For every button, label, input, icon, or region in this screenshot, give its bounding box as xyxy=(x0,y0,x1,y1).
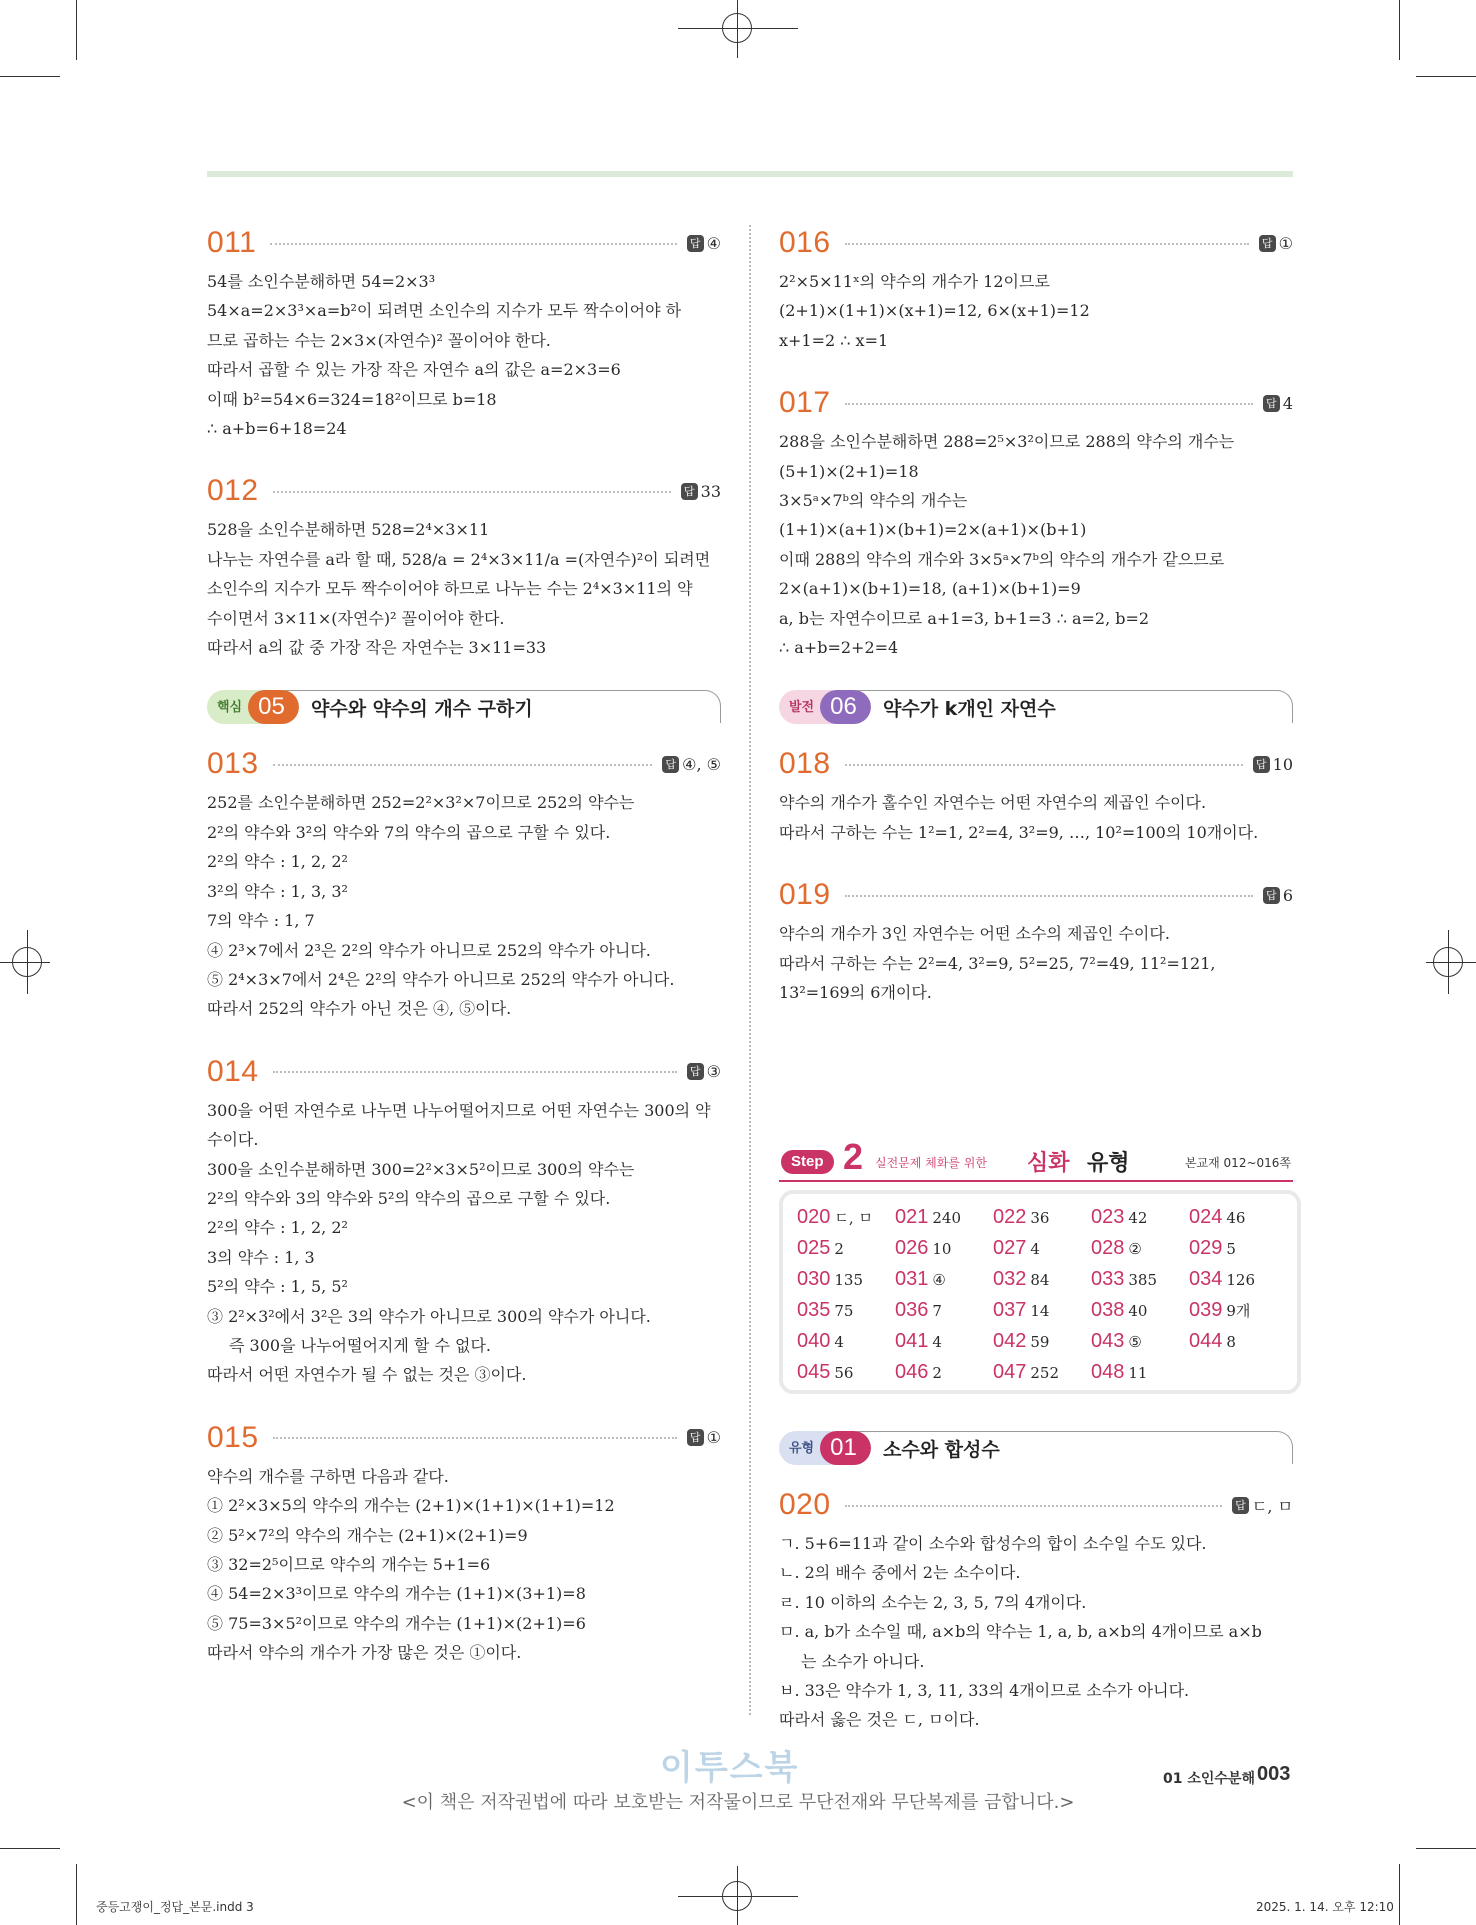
registration-mark xyxy=(722,13,752,43)
answer-grid-number: 046 xyxy=(895,1361,929,1383)
crop-mark xyxy=(0,1848,60,1849)
solution-line: 는 소수가 아니다. xyxy=(801,1651,925,1671)
answer-grid-cell xyxy=(993,1235,1091,1262)
answer-grid-value: 135 xyxy=(834,1271,864,1289)
answer-grid-number: 029 xyxy=(1189,1237,1223,1259)
step-label: Step xyxy=(781,1150,834,1174)
answer-grid-number: 044 xyxy=(1189,1330,1223,1352)
solution-line: 약수의 개수가 3인 자연수는 어떤 소수의 제곱인 수이다. xyxy=(779,924,1170,944)
answer-grid-cell xyxy=(993,1359,1091,1386)
type-header-01 xyxy=(779,1429,1293,1467)
answer-grid-number: 021 xyxy=(895,1206,929,1228)
solution-line: 소인수의 지수가 모두 짝수이어야 하므로 나누는 수는 2⁴×3×11의 약 xyxy=(207,579,693,599)
answer-grid-value: 40 xyxy=(1128,1302,1148,1320)
solution-line: 3의 약수 : 1, 3 xyxy=(207,1247,315,1267)
solution-line: 300을 어떤 자연수로 나누면 나누어떨어지므로 어떤 자연수는 300의 약 xyxy=(207,1100,711,1120)
right-column-lower xyxy=(779,1423,1293,1761)
solution-line: 2²×5×11ˣ의 약수의 개수가 12이므로 xyxy=(779,272,1050,291)
answer-grid-number: 032 xyxy=(993,1268,1027,1290)
solution-line: 약수의 개수가 홀수인 자연수는 어떤 자연수의 제곱인 수이다. xyxy=(779,793,1207,813)
problem-014 xyxy=(207,1050,721,1390)
answer-grid-number: 030 xyxy=(797,1268,831,1290)
solution-line: ④ 54=2×3³이므로 약수의 개수는 (1+1)×(3+1)=8 xyxy=(207,1584,586,1604)
answer-grid-value: 9개 xyxy=(1226,1302,1251,1320)
crop-mark xyxy=(0,76,60,77)
problem-number: 020 xyxy=(779,1488,831,1521)
answer-grid-value: 126 xyxy=(1226,1271,1256,1289)
solution-line: 7의 약수 : 1, 7 xyxy=(207,911,315,931)
answer-icon: 답 xyxy=(687,1063,704,1080)
answer-grid-cell xyxy=(1189,1266,1287,1293)
problem-number: 017 xyxy=(779,386,831,420)
answer-grid-cell xyxy=(895,1359,993,1386)
answer-icon: 답 xyxy=(1263,395,1280,412)
answer-grid-number: 031 xyxy=(895,1268,929,1290)
answer-grid-value: 14 xyxy=(1030,1302,1050,1320)
solution-line: 나누는 자연수를 a라 할 때, 528/a = 2⁴×3×11/a =(자연수)²이 되려면 xyxy=(207,549,711,569)
answer-grid-number: 035 xyxy=(797,1299,831,1321)
solution-line: (1+1)×(a+1)×(b+1)=2×(a+1)×(b+1) xyxy=(779,520,1087,540)
solution-line: ㅂ. 33은 약수가 1, 3, 11, 33의 4개이므로 소수가 아니다. xyxy=(779,1681,1190,1701)
answer-grid-cell xyxy=(1189,1297,1287,1324)
answer-grid-cell xyxy=(797,1328,895,1355)
answer-grid-number: 037 xyxy=(993,1299,1027,1321)
answer-grid-cell xyxy=(1091,1266,1189,1293)
problem-number: 015 xyxy=(207,1420,259,1454)
answer-grid-cell xyxy=(993,1297,1091,1324)
answer-grid-value: 84 xyxy=(1030,1271,1050,1289)
solution-line: 3×5ᵃ×7ᵇ의 약수의 개수는 xyxy=(779,491,968,511)
answer-grid-value: 240 xyxy=(932,1209,962,1227)
chapter-label: 01 소인수분해 xyxy=(1163,1771,1255,1787)
solution-line: x+1=2 ∴ x=1 xyxy=(779,330,889,350)
crop-mark xyxy=(1399,1864,1400,1925)
answer-grid-number: 039 xyxy=(1189,1299,1223,1321)
file-info: 중등고쟁이_정답_본문.indd 3 xyxy=(96,1900,254,1914)
solution-line: 5²의 약수 : 1, 5, 5² xyxy=(207,1277,348,1297)
answer: 답 ① xyxy=(1259,234,1293,253)
problem-015 xyxy=(207,1416,721,1668)
problem-018 xyxy=(779,742,1293,847)
solution-line: 2²의 약수와 3²의 약수와 7의 약수의 곱으로 구할 수 있다. xyxy=(207,822,611,842)
step-number: 2 xyxy=(843,1136,864,1177)
solution-line: ⑤ 75=3×5²이므로 약수의 개수는 (1+1)×(2+1)=6 xyxy=(207,1613,586,1633)
section-tag: 발전 xyxy=(789,699,815,715)
answer: 답 ③ xyxy=(687,1062,721,1081)
problem-number: 018 xyxy=(779,747,831,781)
answer-grid-value: ⑤ xyxy=(1128,1333,1142,1351)
solution-line: 따라서 252의 약수가 아닌 것은 ④, ⑤이다. xyxy=(207,999,512,1019)
solution-line: 2²의 약수 : 1, 2, 2² xyxy=(207,852,348,872)
solution-line: 300을 소인수분해하면 300=2²×3×5²이므로 300의 약수는 xyxy=(207,1159,635,1179)
answer-grid-number: 025 xyxy=(797,1237,831,1259)
solution-line: 288을 소인수분해하면 288=2⁵×3²이므로 288의 약수의 개수는 xyxy=(779,432,1235,452)
answer-grid-number: 041 xyxy=(895,1330,929,1352)
answer-grid-value: 75 xyxy=(834,1302,854,1320)
solution-line: 수이면서 3×11×(자연수)² 꼴이어야 한다. xyxy=(207,608,505,628)
right-column xyxy=(779,221,1293,1034)
solution-line: 수이다. xyxy=(207,1130,259,1150)
answer-icon: 답 xyxy=(1263,887,1280,904)
problem-011 xyxy=(207,221,721,443)
answer-grid-value: ④ xyxy=(932,1271,946,1289)
answer-grid-number: 024 xyxy=(1189,1206,1223,1228)
section-header-06 xyxy=(779,688,1293,726)
answer-grid-cell xyxy=(895,1235,993,1262)
answer-grid-value: ② xyxy=(1128,1240,1142,1258)
answer-grid-number: 047 xyxy=(993,1361,1027,1383)
problem-number: 011 xyxy=(207,226,257,259)
answer-grid-value: ㄷ, ㅁ xyxy=(834,1209,873,1227)
section-title: 약수가 k개인 자연수 xyxy=(883,698,1056,721)
step-subtitle: 실전문제 체화를 위한 xyxy=(875,1156,987,1170)
solution-line: ㄴ. 2의 배수 중에서 2는 소수이다. xyxy=(779,1563,1021,1583)
solution-line: ∴ a+b=6+18=24 xyxy=(207,419,347,439)
answer-grid-value: 11 xyxy=(1128,1364,1148,1382)
step-reference: 본교재 012~016쪽 xyxy=(1184,1156,1291,1170)
crop-mark xyxy=(1399,0,1400,60)
solution-line: 54를 소인수분해하면 54=2×3³ xyxy=(207,272,436,291)
answer-grid-cell xyxy=(993,1266,1091,1293)
solution-line: 므로 곱하는 수는 2×3×(자연수)² 꼴이어야 한다. xyxy=(207,330,551,350)
answer-grid-number: 036 xyxy=(895,1299,929,1321)
solution-line: ① 2²×3×5의 약수의 개수는 (2+1)×(1+1)×(1+1)=12 xyxy=(207,1496,615,1516)
solution-line: 따라서 곱할 수 있는 가장 작은 자연수 a의 값은 a=2×3=6 xyxy=(207,360,621,380)
solution-line: 이때 288의 약수의 개수와 3×5ᵃ×7ᵇ의 약수의 개수가 같으므로 xyxy=(779,549,1225,569)
top-color-bar xyxy=(207,171,1293,177)
problem-017 xyxy=(779,381,1293,662)
answer-icon: 답 xyxy=(1259,235,1276,252)
answer-grid-number: 028 xyxy=(1091,1237,1125,1259)
type-tag: 유형 xyxy=(789,1440,815,1455)
answer-grid-cell xyxy=(797,1359,895,1386)
answer-grid-cell xyxy=(895,1328,993,1355)
solution-line: ㄱ. 5+6=11과 같이 소수와 합성수의 합이 소수일 수도 있다. xyxy=(779,1534,1207,1553)
answer-grid-number: 033 xyxy=(1091,1268,1125,1290)
answer-icon: 답 xyxy=(687,1429,704,1446)
solution-line: ② 5²×7²의 약수의 개수는 (2+1)×(2+1)=9 xyxy=(207,1525,528,1545)
solution-line: ⑤ 2⁴×3×7에서 2⁴은 2²의 약수가 아니므로 252의 약수가 아니다. xyxy=(207,969,675,989)
problem-013 xyxy=(207,742,721,1023)
answer-grid-value: 8 xyxy=(1226,1333,1236,1351)
solution-line: ③ 2²×3²에서 3²은 3의 약수가 아니므로 300의 약수가 아니다. xyxy=(207,1306,651,1326)
answer-icon: 답 xyxy=(1253,756,1270,773)
answer-icon: 답 xyxy=(687,235,704,252)
answer-grid-number: 022 xyxy=(993,1206,1027,1228)
solution-line: 이때 b²=54×6=324=18²이므로 b=18 xyxy=(207,389,497,409)
problem-number: 014 xyxy=(207,1054,259,1088)
answer-grid-number: 023 xyxy=(1091,1206,1125,1228)
problem-number: 013 xyxy=(207,747,259,781)
answer-grid-cell xyxy=(797,1297,895,1324)
answer-grid-value: 10 xyxy=(932,1240,952,1258)
answer-grid-cell xyxy=(993,1328,1091,1355)
step-title-b: 유형 xyxy=(1087,1151,1130,1176)
section-title: 약수와 약수의 개수 구하기 xyxy=(311,698,533,721)
answer-grid-value: 2 xyxy=(932,1364,942,1382)
answer-grid-value: 46 xyxy=(1226,1209,1246,1227)
answer: 답 4 xyxy=(1263,394,1293,413)
answer-grid-number: 020 xyxy=(797,1206,831,1228)
answer: 답 ① xyxy=(687,1428,721,1447)
answer-grid-cell xyxy=(1091,1297,1189,1324)
problem-number: 016 xyxy=(779,226,831,259)
answer-grid-value: 7 xyxy=(932,1302,942,1320)
answer-icon: 답 xyxy=(1232,1497,1249,1514)
section-number: 06 xyxy=(820,690,871,724)
answer-grid-number: 048 xyxy=(1091,1361,1125,1383)
answer-grid-value: 252 xyxy=(1030,1364,1060,1382)
solution-line: ∴ a+b=2+2=4 xyxy=(779,638,899,658)
answer-grid-cell xyxy=(797,1235,895,1262)
solution-line: 2²의 약수 : 1, 2, 2² xyxy=(207,1218,348,1238)
type-number: 01 xyxy=(820,1431,871,1465)
answer-grid-number: 043 xyxy=(1091,1330,1125,1352)
solution-line: 252를 소인수분해하면 252=2²×3²×7이므로 252의 약수는 xyxy=(207,793,635,813)
answer-grid-cell xyxy=(1091,1328,1189,1355)
section-tag: 핵심 xyxy=(217,699,243,715)
answer-grid-number: 042 xyxy=(993,1330,1027,1352)
problem-number: 012 xyxy=(207,474,259,508)
step-title-a: 심화 xyxy=(1027,1151,1070,1176)
problem-020 xyxy=(779,1483,1293,1735)
solution-line: (2+1)×(1+1)×(x+1)=12, 6×(x+1)=12 xyxy=(779,301,1090,321)
problem-016 xyxy=(779,221,1293,355)
section-header-05 xyxy=(207,688,721,726)
solution-line: 따라서 구하는 수는 1²=1, 2²=4, 3²=9, …, 10²=100의 10개이다. xyxy=(779,822,1259,842)
crop-mark xyxy=(1416,1848,1476,1849)
left-column xyxy=(207,221,721,1694)
copyright-notice: <이 책은 저작권법에 따라 보호받는 저작물이므로 무단전재와 무단복제를 금합니다.> xyxy=(401,1792,1075,1813)
answer-grid-cell xyxy=(797,1266,895,1293)
answer-grid-value: 2 xyxy=(834,1240,844,1258)
answer-grid-value: 4 xyxy=(1030,1240,1040,1258)
solution-line: 즉 300을 나누어떨어지게 할 수 없다. xyxy=(229,1335,491,1355)
problem-number: 019 xyxy=(779,878,831,912)
solution-line: 따라서 어떤 자연수가 될 수 없는 것은 ③이다. xyxy=(207,1365,527,1385)
answer-grid-cell xyxy=(1091,1204,1189,1231)
answer-grid-cell xyxy=(797,1204,895,1231)
answer: 답 33 xyxy=(681,482,721,501)
type-title: 소수와 합성수 xyxy=(883,1439,1000,1461)
solution-line: a, b는 자연수이므로 a+1=3, b+1=3 ∴ a=2, b=2 xyxy=(779,608,1150,628)
solution-line: (5+1)×(2+1)=18 xyxy=(779,461,919,481)
timestamp: 2025. 1. 14. 오후 12:10 xyxy=(1256,1900,1394,1914)
registration-mark xyxy=(722,1881,752,1911)
answer-grid-value: 56 xyxy=(834,1364,854,1382)
answer: 답 ④, ⑤ xyxy=(662,755,721,774)
solution-line: 따라서 구하는 수는 2²=4, 3²=9, 5²=25, 7²=49, 11²=121, xyxy=(779,953,1216,973)
answer-grid-cell xyxy=(895,1297,993,1324)
solution-line: ③ 32=2⁵이므로 약수의 개수는 5+1=6 xyxy=(207,1555,491,1574)
answer-grid-number: 034 xyxy=(1189,1268,1223,1290)
problem-012 xyxy=(207,469,721,662)
page-number: 003 xyxy=(1257,1763,1291,1785)
answer-grid-box xyxy=(779,1190,1301,1394)
answer-grid-number: 045 xyxy=(797,1361,831,1383)
answer-grid-cell xyxy=(1091,1235,1189,1262)
solution-line: ㄹ. 10 이하의 소수는 2, 3, 5, 7의 4개이다. xyxy=(779,1592,1087,1612)
solution-line: 13²=169의 6개이다. xyxy=(779,983,932,1003)
solution-line: 2×(a+1)×(b+1)=18, (a+1)×(b+1)=9 xyxy=(779,579,1081,599)
solution-line: ④ 2³×7에서 2³은 2²의 약수가 아니므로 252의 약수가 아니다. xyxy=(207,940,651,960)
answer-grid-number: 027 xyxy=(993,1237,1027,1259)
answer-icon: 답 xyxy=(681,483,698,500)
answer-grid-cell xyxy=(895,1204,993,1231)
solution-line: 따라서 옳은 것은 ㄷ, ㅁ이다. xyxy=(779,1710,980,1730)
solution-line: 따라서 약수의 개수가 가장 많은 것은 ①이다. xyxy=(207,1643,522,1663)
answer-grid-cell xyxy=(1189,1328,1287,1355)
solution-line: 2²의 약수와 3의 약수와 5²의 약수의 곱으로 구할 수 있다. xyxy=(207,1188,611,1208)
answer-grid-number: 038 xyxy=(1091,1299,1125,1321)
answer: 답 10 xyxy=(1253,755,1293,774)
answer-grid-cell xyxy=(1091,1359,1189,1386)
answer-grid-number: 026 xyxy=(895,1237,929,1259)
answer-grid-value: 36 xyxy=(1030,1209,1050,1227)
answer-grid xyxy=(797,1204,1297,1386)
registration-mark xyxy=(1433,947,1463,977)
crop-mark xyxy=(1416,76,1476,77)
solution-line: 3²의 약수 : 1, 3, 3² xyxy=(207,881,348,901)
crop-mark xyxy=(76,1864,77,1925)
answer: 답 6 xyxy=(1263,886,1293,905)
answer-grid-value: 59 xyxy=(1030,1333,1050,1351)
answer-grid-cell xyxy=(993,1204,1091,1231)
answer: 답 ㄷ, ㅁ xyxy=(1232,1494,1293,1517)
solution-line: 54×a=2×3³×a=b²이 되려면 소인수의 지수가 모두 짝수이어야 하 xyxy=(207,301,682,321)
watermark-logo: 이투스북 xyxy=(660,1748,800,1788)
answer-grid-value: 4 xyxy=(834,1333,844,1351)
answer-grid-cell xyxy=(895,1266,993,1293)
solution-line: 약수의 개수를 구하면 다음과 같다. xyxy=(207,1466,449,1486)
answer-grid-value: 5 xyxy=(1226,1240,1236,1258)
answer-grid-value: 42 xyxy=(1128,1209,1148,1227)
section-number: 05 xyxy=(248,690,299,724)
solution-line: 528을 소인수분해하면 528=2⁴×3×11 xyxy=(207,520,490,540)
answer: 답 ④ xyxy=(687,234,721,253)
answer-grid-cell xyxy=(1189,1235,1287,1262)
answer-grid-value: 385 xyxy=(1128,1271,1158,1289)
registration-mark xyxy=(12,947,42,977)
answer-grid-value: 4 xyxy=(932,1333,942,1351)
problem-019 xyxy=(779,873,1293,1007)
answer-icon: 답 xyxy=(662,756,679,773)
step-header xyxy=(779,1136,1293,1188)
answer-grid-number: 040 xyxy=(797,1330,831,1352)
solution-line: 따라서 a의 값 중 가장 작은 자연수는 3×11=33 xyxy=(207,638,547,658)
solution-line: ㅁ. a, b가 소수일 때, a×b의 약수는 1, a, b, a×b의 4개이므로 a×b xyxy=(779,1622,1262,1642)
answer-grid-cell xyxy=(1189,1204,1287,1231)
crop-mark xyxy=(76,0,77,60)
column-divider xyxy=(749,225,751,1715)
